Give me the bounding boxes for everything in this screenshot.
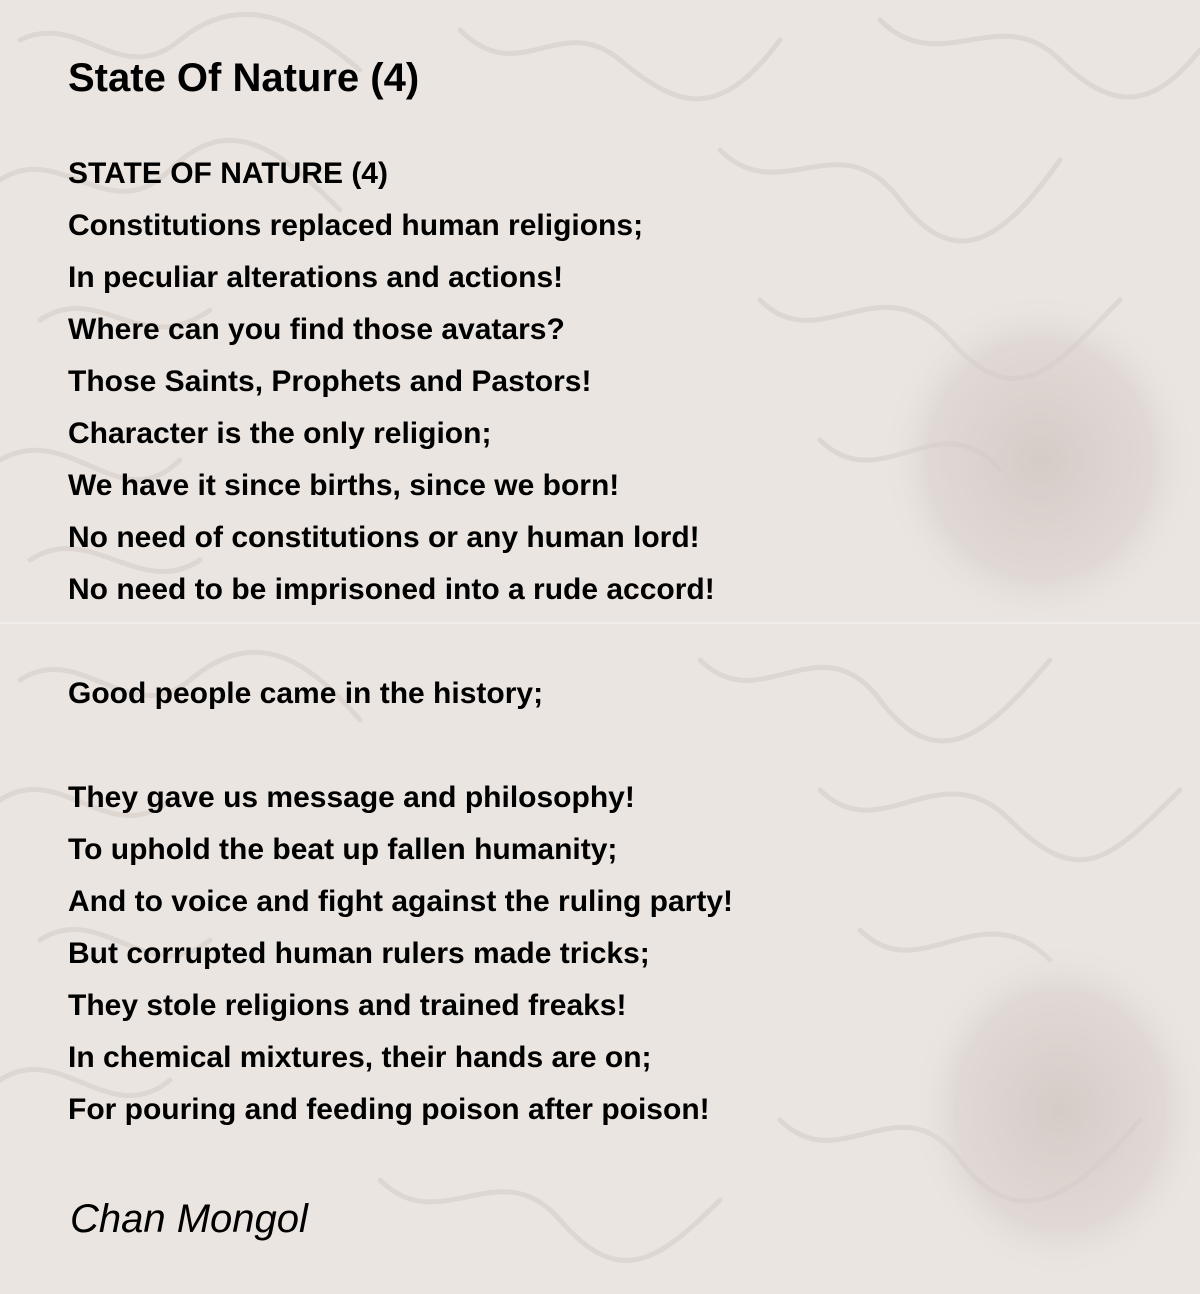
poem-author: Chan Mongol: [70, 1197, 308, 1241]
poem-stanza: [68, 772, 1148, 1136]
poem-line: They stole religions and trained freaks!: [68, 989, 627, 1022]
poem-line: Good people came in the history;: [68, 677, 544, 710]
poem-body: [68, 148, 1148, 1136]
poem-line: To uphold the beat up fallen humanity;: [68, 833, 618, 866]
poem-stanza: [68, 668, 1148, 720]
poem-line: We have it since births, since we born!: [68, 469, 620, 502]
poem-line: Constitutions replaced human religions;: [68, 209, 644, 242]
poem-line: STATE OF NATURE (4): [68, 157, 388, 190]
poem-line: In peculiar alterations and actions!: [68, 261, 564, 294]
poem-stanza: [68, 148, 1148, 616]
poem-line: But corrupted human rulers made tricks;: [68, 937, 650, 970]
poem-line: No need of constitutions or any human lord!: [68, 521, 700, 554]
poem-line: In chemical mixtures, their hands are on;: [68, 1041, 652, 1074]
poem-title: State Of Nature (4): [68, 56, 420, 100]
poem-line: No need to be imprisoned into a rude accord!: [68, 573, 715, 606]
poem-line: Character is the only religion;: [68, 417, 492, 450]
poem-line: Those Saints, Prophets and Pastors!: [68, 365, 592, 398]
poem-line: They gave us message and philosophy!: [68, 781, 635, 814]
poem-line: Where can you find those avatars?: [68, 313, 565, 346]
poem-line: For pouring and feeding poison after poison!: [68, 1093, 710, 1126]
poem-line: And to voice and fight against the ruling party!: [68, 885, 734, 918]
